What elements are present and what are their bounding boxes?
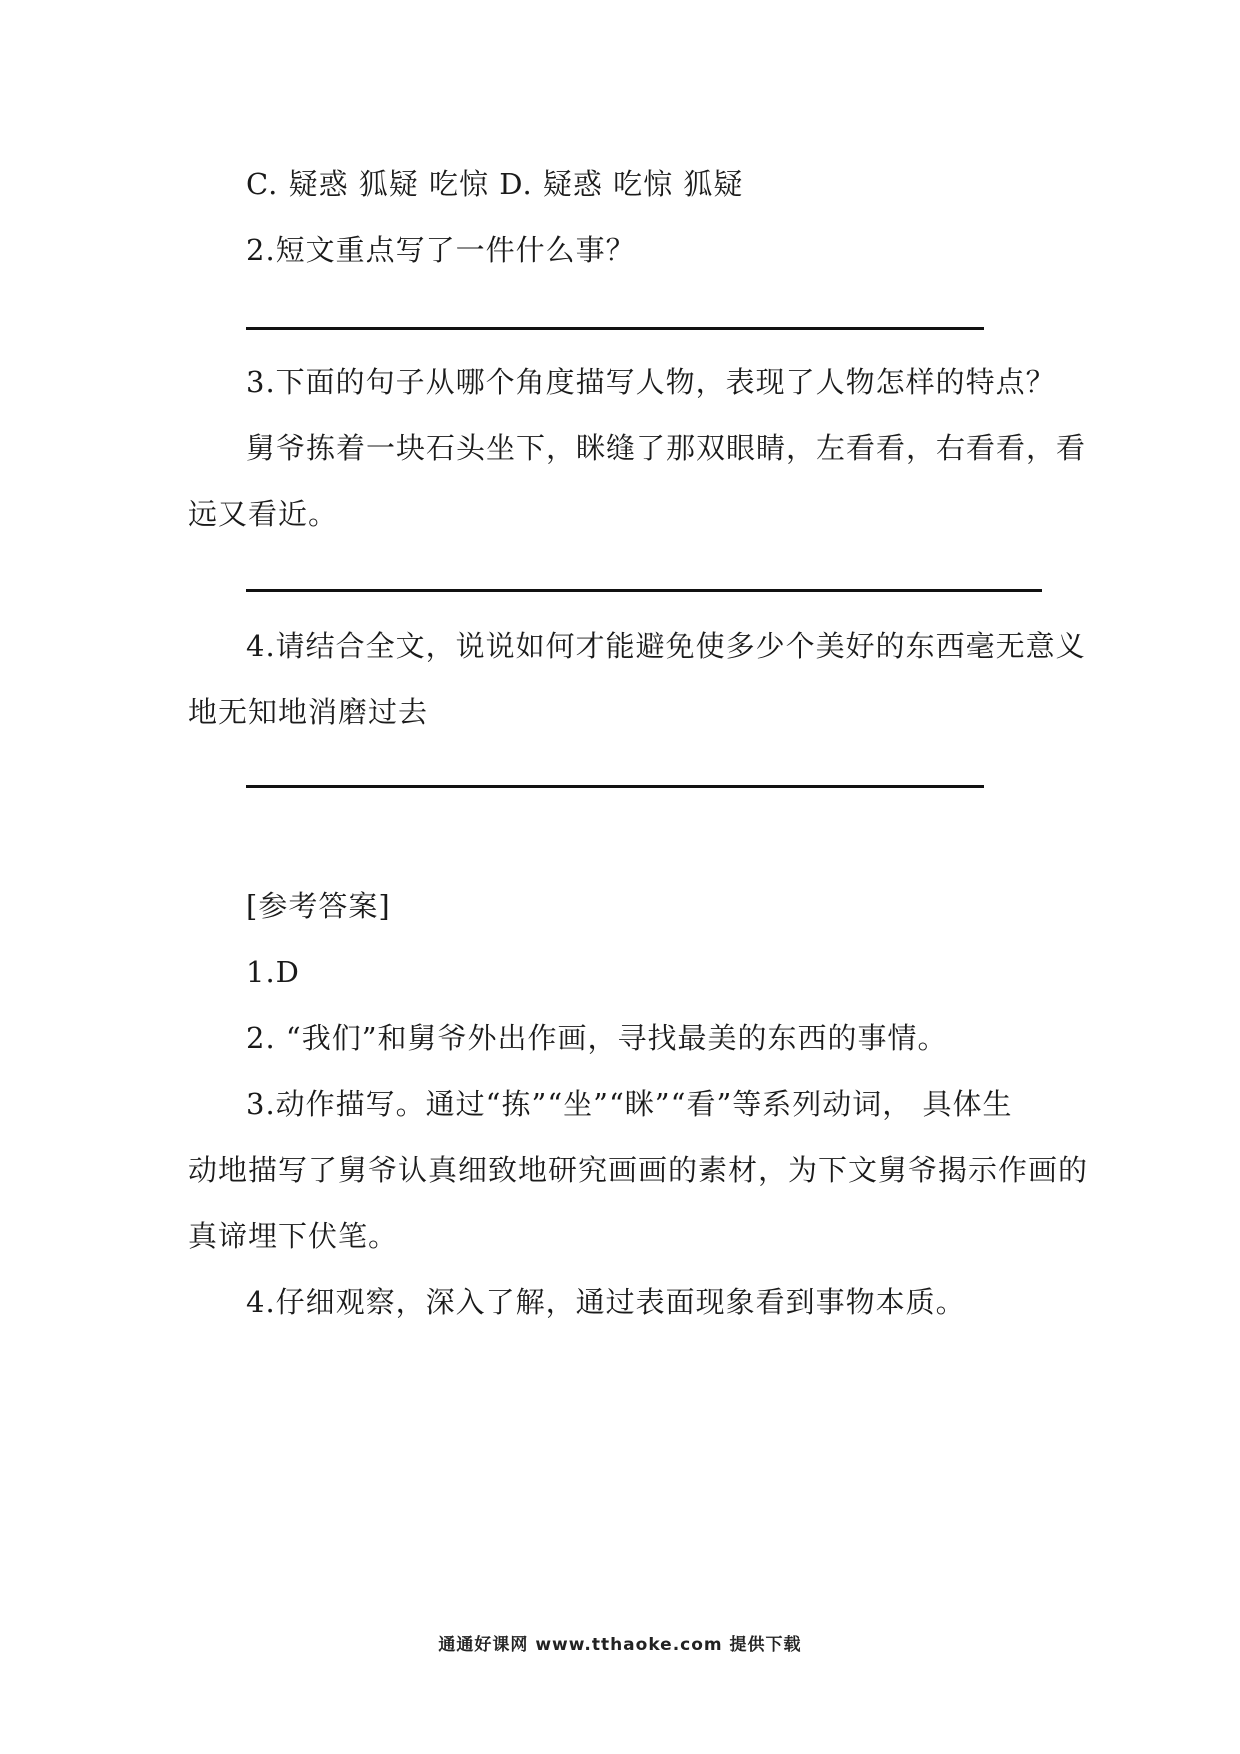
question3-text: 3.下面的句子从哪个角度描写人物，表现了人物怎样的特点？	[246, 365, 1056, 399]
question4-text-line2: 地无知地消磨过去	[188, 695, 429, 729]
question2-text: 2.短文重点写了一件什么事？	[246, 233, 636, 267]
question4-text-line1: 4.请结合全文，说说如何才能避免使多少个美好的东西毫无意义	[246, 629, 1086, 663]
question1-options-cd: C. 疑惑 狐疑 吃惊 D. 疑惑 吃惊 狐疑	[246, 167, 744, 201]
question2-answer-line[interactable]	[246, 327, 984, 330]
answer-1: 1.D	[246, 955, 300, 989]
answer-3-line2: 动地描写了舅爷认真细致地研究画画的素材，为下文舅爷揭示作画的	[188, 1153, 1089, 1187]
answers-heading: [参考答案]	[246, 889, 391, 923]
question3-quote-line1: 舅爷拣着一块石头坐下，眯缝了那双眼睛，左看看，右看看，看	[246, 431, 1087, 465]
question3-answer-line[interactable]	[246, 589, 1042, 592]
answer-3-line3: 真谛埋下伏笔。	[188, 1219, 399, 1253]
answer-2: 2. “我们”和舅爷外出作画，寻找最美的东西的事情。	[246, 1021, 948, 1055]
question4-answer-line[interactable]	[246, 785, 984, 788]
question3-quote-line2: 远又看近。	[188, 497, 339, 531]
page-footer: 通通好课网 www.tthaoke.com 提供下载	[438, 1635, 802, 1655]
answer-3-line1: 3.动作描写。通过“拣”“坐”“眯”“看”等系列动词， 具体生	[246, 1087, 1013, 1121]
answer-4: 4.仔细观察，深入了解，通过表面现象看到事物本质。	[246, 1285, 966, 1319]
